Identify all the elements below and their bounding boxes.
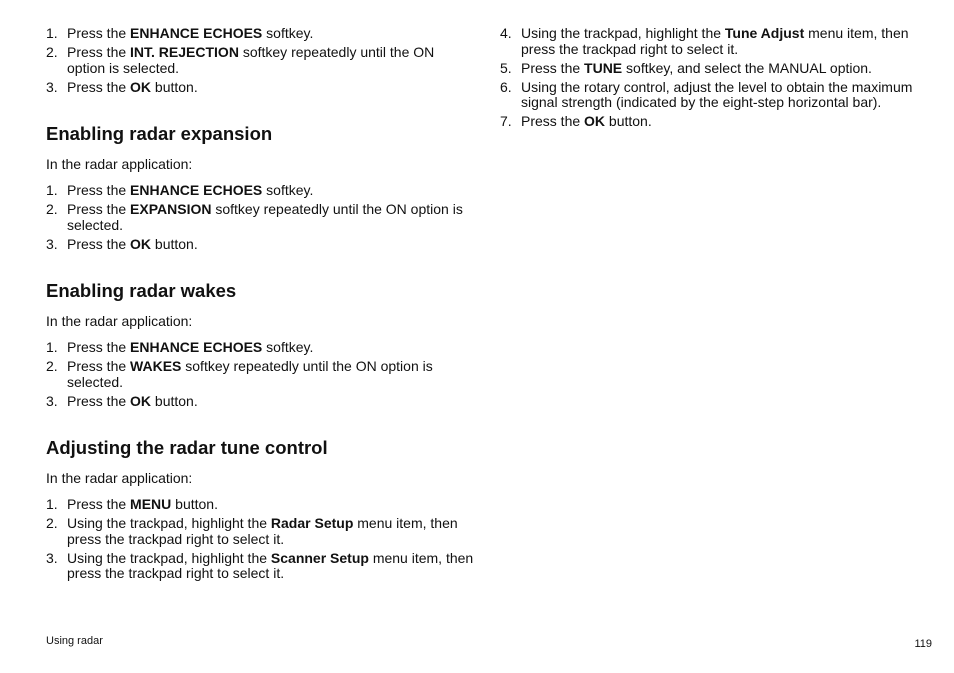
ui-term: OK (584, 113, 606, 129)
ui-term: OK (130, 78, 152, 95)
step-text: button. (605, 113, 652, 129)
step-text: Press the (67, 182, 131, 198)
step-number: 7. (500, 113, 512, 129)
step-text: menu item, then press the trackpad right to select it. (67, 549, 474, 581)
list-item (46, 340, 476, 356)
list-item (46, 394, 476, 410)
step-number: 3. (46, 78, 58, 95)
step-text: Press the (67, 392, 131, 409)
step-text: softkey repeatedly until the ON option is selected. (67, 44, 435, 76)
footer-section-title: Using radar (46, 635, 103, 647)
list-item (46, 45, 476, 76)
steps-list (46, 497, 476, 582)
ui-term: EXPANSION (130, 201, 212, 217)
step-number: 2. (46, 358, 58, 374)
step-number: 2. (46, 44, 58, 60)
step-text: Press the (67, 339, 131, 355)
list-item (46, 359, 476, 390)
section-heading-expansion: Enabling radar expansion (46, 123, 273, 144)
ui-term: Scanner Setup (270, 549, 369, 566)
left-column (46, 26, 476, 585)
step-text: Press the (521, 113, 585, 129)
step-text: Press the (67, 78, 131, 95)
step-number: 3. (46, 235, 58, 252)
step-text: softkey. (262, 182, 314, 198)
step-text: Press the (67, 201, 131, 217)
step-text: softkey repeatedly until the ON option is selected. (67, 201, 463, 233)
step-text: softkey repeatedly until the ON option is selected. (67, 358, 433, 390)
right-column (500, 26, 932, 133)
list-item (500, 80, 932, 111)
step-text: Press the (67, 44, 131, 60)
intro-text: In the radar application: (46, 470, 193, 486)
step-text: softkey. (262, 339, 314, 355)
list-item (46, 516, 476, 547)
step-number: 5. (500, 59, 512, 76)
step-text: menu item, then press the trackpad right to select it. (67, 515, 458, 547)
step-text: Press the (67, 496, 131, 512)
step-text: Using the trackpad, highlight the (521, 25, 725, 41)
intro-text: In the radar application: (46, 313, 193, 329)
ui-term: TUNE (584, 59, 623, 76)
ui-term: OK (130, 392, 152, 409)
ui-term: INT. REJECTION (130, 44, 239, 60)
ui-term: Radar Setup (270, 515, 354, 531)
step-number: 1. (46, 339, 58, 355)
step-number: 6. (500, 78, 512, 95)
list-item (46, 80, 476, 96)
step-number: 3. (46, 549, 58, 566)
step-number: 1. (46, 25, 58, 41)
list-item (46, 26, 476, 42)
step-text: softkey. (262, 25, 314, 41)
step-text: Using the rotary control, adjust the level to obtain the maximum signal strength (indicated by the eight-step horizontal bar). (521, 78, 913, 110)
list-item (46, 202, 476, 233)
intro-text: In the radar application: (46, 156, 193, 172)
steps-list (500, 26, 932, 130)
section-heading-tune: Adjusting the radar tune control (46, 437, 328, 458)
step-text: menu item, then press the trackpad right to select it. (521, 25, 909, 57)
steps-list (46, 26, 476, 95)
list-item (46, 183, 476, 199)
list-item (46, 551, 476, 582)
step-text: softkey, and select the MANUAL option. (622, 59, 872, 76)
step-text: button. (151, 392, 198, 409)
list-item (500, 114, 932, 130)
step-number: 3. (46, 392, 58, 409)
step-number: 4. (500, 25, 512, 41)
ui-term: Tune Adjust (724, 25, 805, 41)
section-heading-wakes: Enabling radar wakes (46, 280, 237, 301)
step-number: 2. (46, 515, 58, 531)
list-item (500, 61, 932, 77)
step-number: 1. (46, 496, 58, 512)
step-text: Press the (67, 358, 131, 374)
ui-term: ENHANCE ECHOES (130, 25, 263, 41)
ui-term: ENHANCE ECHOES (130, 339, 263, 355)
ui-term: ENHANCE ECHOES (130, 182, 263, 198)
step-text: Press the (67, 235, 131, 252)
step-number: 2. (46, 201, 58, 217)
step-text: button. (151, 78, 198, 95)
step-text: Using the trackpad, highlight the (67, 549, 271, 566)
page-number: 119 (914, 638, 932, 650)
list-item (46, 237, 476, 253)
step-text: Press the (521, 59, 585, 76)
step-text: button. (151, 235, 198, 252)
step-text: Using the trackpad, highlight the (67, 515, 271, 531)
ui-term: WAKES (130, 358, 182, 374)
ui-term: OK (130, 235, 152, 252)
ui-term: MENU (130, 496, 172, 512)
step-text: Press the (67, 25, 131, 41)
step-text: button. (171, 496, 218, 512)
step-number: 1. (46, 182, 58, 198)
list-item (500, 26, 932, 57)
steps-list (46, 183, 476, 252)
list-item (46, 497, 476, 513)
steps-list (46, 340, 476, 409)
